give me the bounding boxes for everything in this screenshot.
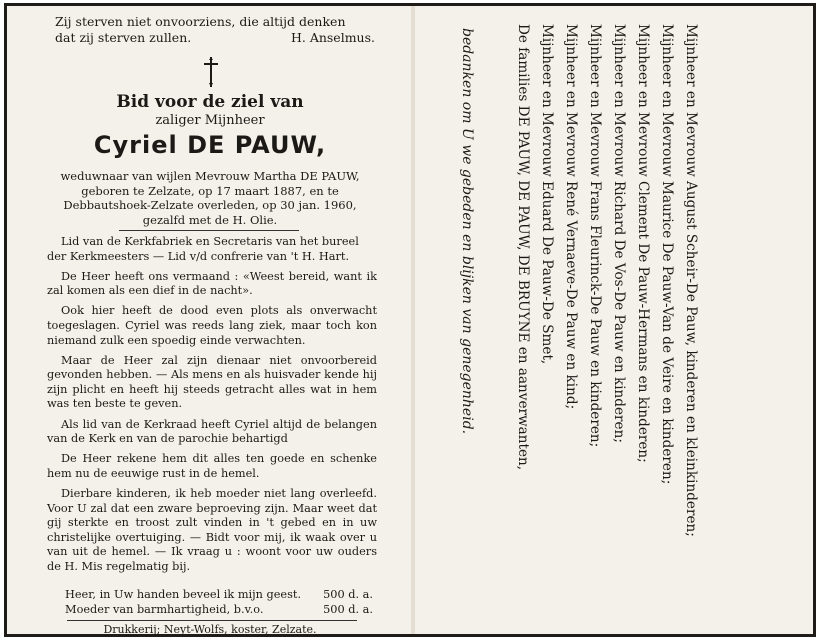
family-line: Mijnheer en Mevrouw Eduard De Pauw-De Smet, [539,24,555,365]
right-page [415,6,813,634]
motto-line-2: dat zij sterven zullen. [55,30,192,45]
prayer-row [51,588,373,603]
paragraph: Ook hier heeft de dood even plots als onverwacht toegeslagen. Cyriel was reeds lang ziek, maar toch kon niemand zulk een spoedig einde verwachten. [47,304,377,347]
motto-author: H. Anselmus. [290,30,375,45]
biography [7,169,413,227]
prayer-indulgence: 500 d. a. [323,602,373,616]
bio-line: geboren te Zelzate, op 17 maart 1887, en te [81,183,339,198]
paragraph: De Heer rekene hem dit alles ten goede en schenke hem nu de eeuwige rust in de hemel. [47,452,377,480]
prayer-text: Moeder van barmhartigheid, b.v.o. [65,602,264,616]
family-line: Mijnheer en Mevrouw Maurice De Pauw-Van de Veire en kinderen; [659,24,675,485]
motto [55,14,375,46]
bio-line: weduwnaar van wijlen Mevrouw Martha DE PAUW, [60,169,360,183]
family-line: Mijnheer en Mevrouw René Vernaeve-De Pauw en kind; [563,24,579,410]
heading: Bid voor de ziel van [116,92,304,112]
bio-line: Debbautshoek-Zelzate overleden, op 30 jan. 1960, [63,198,357,212]
membership [47,235,377,264]
family-line: Mijnheer en Mevrouw Frans Fleurinck-De Pauw en kinderen; [587,24,603,448]
family-line: De families DE PAUW, DE PAUW, DE BRUYNE en aanverwanten, [515,24,531,471]
prayer-indulgence: 500 d. a. [323,588,373,601]
motto-line-1: Zij sterven niet onvoorziens, die altijd denken [55,14,346,29]
bio-line: gezalfd met de H. Olie. [142,212,278,227]
paragraph: Als lid van de Kerkraad heeft Cyriel altijd de belangen van de Kerk en van de parochie behartigd [47,417,377,446]
family-line: Mijnheer en Mevrouw Richard De Vos-De Pauw en kinderen; [611,24,627,443]
divider [119,230,299,231]
memorial-card [4,3,816,637]
prayer-text: Heer, in Uw handen beveel ik mijn geest. [65,588,302,601]
paragraph: Maar de Heer zal zijn dienaar niet onvoorbereid gevonden hebben. — Als mens en als huisvader kende hij zijn plicht en heeft hij steeds getracht alles wat in hem was ten beste te geven. [47,353,377,411]
family-line: Mijnheer en Mevrouw Clement De Pauw-Hermans en kinderen; [635,24,651,463]
text-body [47,235,377,580]
membership-line: der Kerkmeesters — Lid v/d confrerie van 't H. Hart. [47,249,350,263]
printer-credit: Drukkerij; Neyt-Wolfs, koster, Zelzate. [103,623,317,634]
prayers [51,588,373,617]
cross-icon [200,56,222,88]
membership-line: Lid van de Kerkfabriek en Secretaris van het bureel [61,235,359,248]
divider [67,620,357,621]
thanks-line: bedanken om U we gebeden en blijken van genegenheid. [459,28,475,435]
subheading: zaliger Mijnheer [155,113,265,128]
deceased-name: Cyriel DE PAUW, [93,131,327,159]
left-page [7,6,413,634]
prayer-row [51,603,373,618]
paragraph: De Heer heeft ons vermaand : «Weest bereid, want ik zal komen als een dief in de nacht». [47,269,377,298]
family-line: Mijnheer en Mevrouw August Scheir-De Pauw, kinderen en kleinkinderen; [683,24,699,537]
paragraph: Dierbare kinderen, ik heb moeder niet lang overleefd. Voor U zal dat een zware beproeving zijn. Maar weet dat gij sterkte en troost zult vinden in 't gebed en in uw christelijke overtuiging. — Bidt voor mij, ik waak over u van uit de hemel. — Ik vraag u : woont voor uw ouders de H. Mis regelmatig bij. [47,486,377,573]
